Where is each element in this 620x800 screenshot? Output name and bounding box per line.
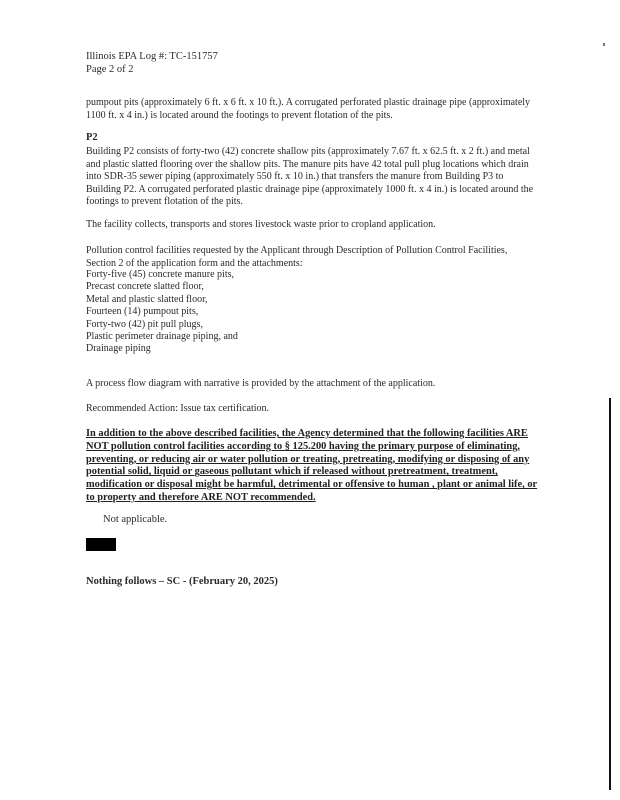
page-header (86, 50, 218, 76)
list-item: Forty-five (45) concrete manure pits, (86, 269, 235, 280)
determination-note: In addition to the above described facilities, the Agency determined that the following facilities ARE NOT pollution control facilities according to § 125.200 having the primary purpose of eliminating, preventing, or reducing air or water pollution or treating, pretreating, modifying or disposing of any potential solid, liquid or gaseous pollutant which if released without pretreatment, treatment, modification or disposal might be harmful, detrimental or offensive to human , plant or animal life, or to property and therefore ARE NOT recommended. (86, 428, 538, 503)
list-item: Precast concrete slatted floor, (86, 281, 204, 293)
footer-note: Nothing follows – SC - (February 20, 2025) (86, 576, 278, 587)
facilities-list (86, 269, 538, 356)
page-number: Page 2 of 2 (86, 64, 134, 75)
paragraph-building-p2: Building P2 consists of forty-two (42) concrete shallow pits (approximately 7.67 ft. x 62.5 ft. x 2 ft.) and metal and plastic slatted flooring over the shallow pits. The manure pits have 42 total pull plug locations which drain into SDR-35 sewer piping (approximately 550 ft. x 10 in.) that transfers the manure from Building P3 to Building P2. A corrugated perforated plastic drainage pipe (approximately 1000 ft. x 4 in.) is located around the footings to prevent flotation of the pits. (86, 146, 534, 208)
paragraph-process-flow: A process flow diagram with narrative is provided by the attachment of the application. (86, 378, 436, 389)
list-item: Metal and plastic slatted floor, (86, 293, 208, 305)
paragraph-facility-collects: The facility collects, transports and stores livestock waste prior to cropland application. (86, 219, 436, 230)
scan-edge-line (609, 398, 611, 790)
log-number: Illinois EPA Log #: TC-151757 (86, 51, 218, 62)
list-item: Plastic perimeter drainage piping, and (86, 331, 238, 343)
list-item: Fourteen (14) pumpout pits, (86, 306, 199, 318)
list-item: Forty-two (42) pit pull plugs, (86, 318, 203, 330)
scan-speck (603, 43, 605, 46)
recommended-action: Recommended Action: Issue tax certification. (86, 403, 269, 414)
paragraph-pumpout-pits: pumpout pits (approximately 6 ft. x 6 ft. x 10 ft.). A corrugated perforated plastic drainage pipe (approximately 1100 ft. x 4 in.) is located around the footings to prevent flotation of the pits. (86, 97, 531, 121)
not-applicable-text: Not applicable. (103, 514, 168, 525)
list-item: Drainage piping (86, 343, 151, 355)
paragraph-pollution-control: Pollution control facilities requested by the Applicant through Description of Pollution Control Facilities, Section 2 of the application form and the attachments: (86, 245, 508, 269)
section-heading-p2: P2 (86, 132, 98, 143)
redaction-block (86, 538, 116, 551)
